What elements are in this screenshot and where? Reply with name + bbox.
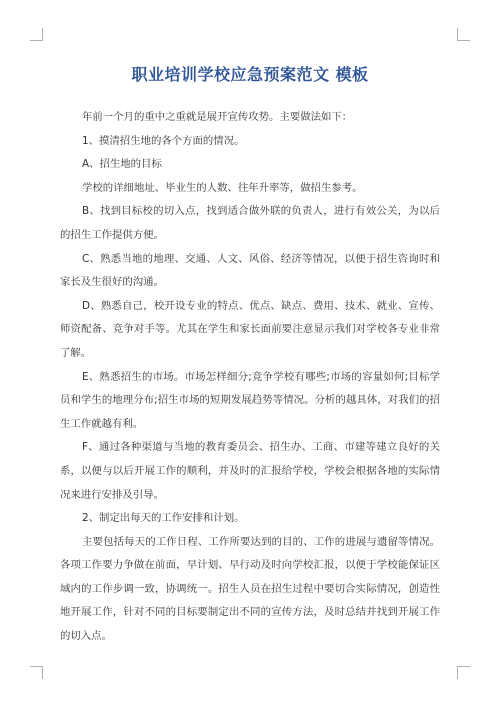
document-title: 职业培训学校应急预案范文 模板: [131, 65, 369, 84]
paragraph-item-a-heading: A、招生地的目标: [82, 158, 162, 171]
paragraph-intro: 年前一个月的重中之重就是展开宣传攻势。主要做法如下：: [82, 111, 353, 123]
paragraph-item-c: C、熟悉当地的地理、交通、人文、风俗、经济等情况，以便于招生咨询时和家长及生很好的沟通。: [60, 252, 440, 289]
crop-mark-bottom-right: [457, 666, 470, 679]
paragraph-item-b: B、找到目标校的切入点，找到适合做外联的负责人，进行有效公关，为以后的招生工作提供方便。: [60, 205, 440, 241]
paragraph-section-2-heading: 2、制定出每天的工作安排和计划。: [82, 512, 245, 525]
document-body: [60, 106, 440, 649]
paragraph-section-1-heading: 1、摸清招生地的各个方面的情况。: [82, 134, 245, 147]
crop-mark-top-left: [30, 28, 43, 41]
paragraph-section-2-body: 主要包括每天的工作日程、工作所要达到的目的、工作的进展与遗留等情况。各项工作要力争做在前面，早计划、早行动及时向学校汇报，以便于学校能保证区域内的工作步调一致，协调统一。招生人员在招生过程中要切合实际情况，创造性地开展工作，针对不同的目标要制定出不同的宣传方法，及时总结并找到开展工作的切入点。: [60, 535, 440, 643]
paragraph-item-e: E、熟悉招生的市场。市场怎样细分;竞争学校有哪些;市场的容量如何;目标学员和学生的地理分布;招生市场的短期发展趋势等情况。分析的越具体，对我们的招生工作就越有利。: [60, 370, 440, 430]
paragraph-item-d: D、熟悉自己，校开设专业的特点、优点、缺点、费用、技术、就业、宣传、师资配备、竞争对手等。尤其在学生和家长面前要注意显示我们对学校各专业非常了解。: [60, 299, 440, 359]
crop-mark-top-right: [457, 28, 470, 41]
crop-mark-bottom-left: [30, 666, 43, 679]
paragraph-item-a-body: 学校的详细地址、毕业生的人数、往年升率等，做招生参考。: [82, 181, 363, 194]
paragraph-item-f: F、通过各种渠道与当地的教育委员会、招生办、工商、市建等建立良好的关系，以便与以后开展工作的顺利，并及时的汇报给学校，学校会根据各地的实际情况来进行安排及引导。: [60, 441, 440, 501]
